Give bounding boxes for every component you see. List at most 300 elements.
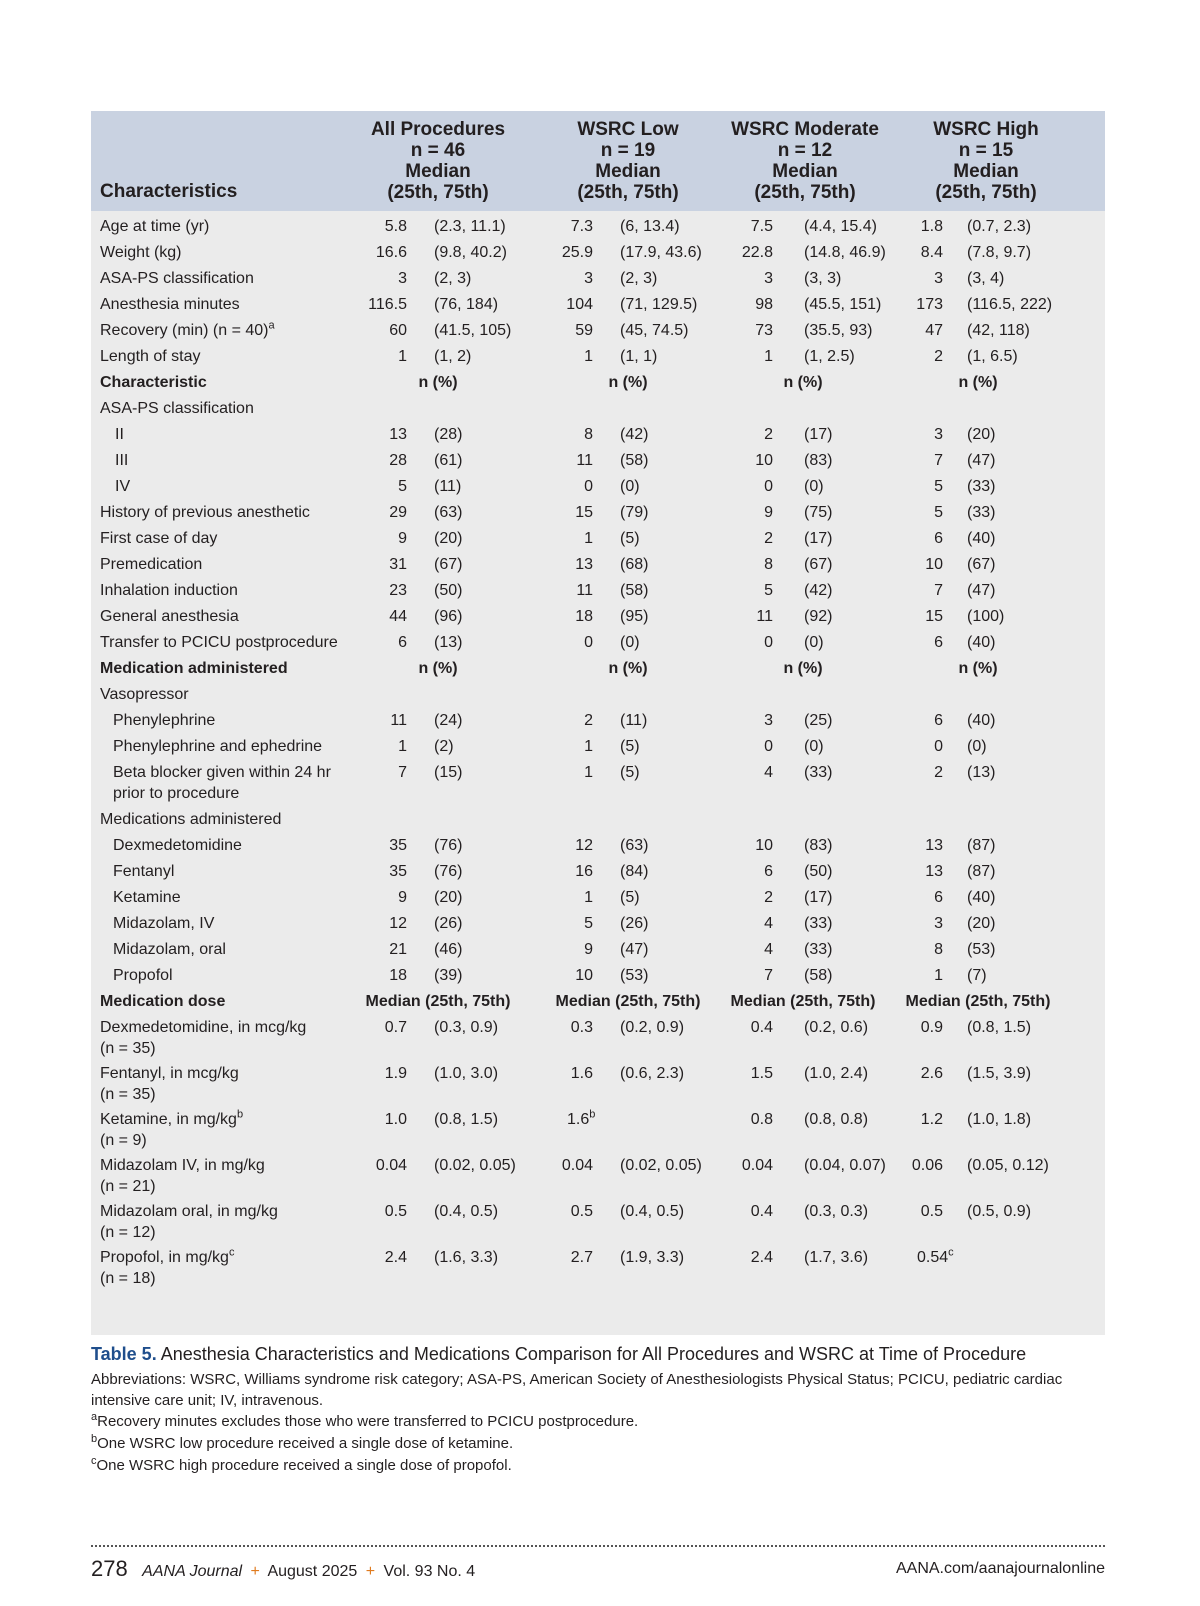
cell-range: (1.0, 1.8) xyxy=(967,1111,1032,1128)
cell-range: (0.02, 0.05) xyxy=(434,1157,516,1174)
cell-range: (100) xyxy=(967,608,1005,625)
cell-value: 15 xyxy=(925,608,943,625)
cell-value: 116.5 xyxy=(368,296,407,313)
cell-value: 13 xyxy=(925,837,943,854)
cell-range: (35.5, 93) xyxy=(804,322,873,339)
cell-value: 2.7 xyxy=(570,1249,593,1266)
cell-value: 5 xyxy=(398,478,407,495)
cell-range: (1.5, 3.9) xyxy=(967,1065,1032,1082)
cell-value: 3 xyxy=(934,915,943,932)
cell-range: (47) xyxy=(967,452,996,469)
cell-value: 3 xyxy=(764,270,773,287)
footer-separator-icon: + xyxy=(250,1563,260,1580)
cell-range: (13) xyxy=(967,764,996,781)
row-label-midazolam-iv: Midazolam, IV xyxy=(113,915,215,932)
cell-value: 104 xyxy=(566,296,593,313)
cell-range: (2.3, 11.1) xyxy=(434,218,506,235)
column-subheader: Median (25th, 75th) xyxy=(555,993,701,1010)
cell-value: 0 xyxy=(584,634,593,651)
cell-value: 0.04 xyxy=(741,1157,773,1174)
table-header xyxy=(91,111,1105,211)
table-row xyxy=(91,1150,1105,1196)
cell-range: (79) xyxy=(620,504,649,521)
page-number: 278 xyxy=(91,1556,128,1581)
table-row xyxy=(91,393,1105,419)
cell-value: 1 xyxy=(764,348,773,365)
cell-value: 3 xyxy=(764,712,773,729)
cell-range: (33) xyxy=(967,504,996,521)
cell-range: (1.9, 3.3) xyxy=(620,1249,685,1266)
cell-range: (68) xyxy=(620,556,649,573)
cell-value: 1 xyxy=(584,738,593,755)
cell-value: 4 xyxy=(764,941,773,958)
cell-value: 35 xyxy=(389,863,407,880)
cell-range: (1.0, 3.0) xyxy=(434,1065,499,1082)
cell-value: 3 xyxy=(934,270,943,287)
cell-range: (11) xyxy=(434,478,462,495)
column-subheader: n (%) xyxy=(783,374,823,391)
row-label-length-of-stay: Length of stay xyxy=(100,348,201,365)
cell-range: (0.8, 1.5) xyxy=(434,1111,499,1128)
cell-range: (5) xyxy=(620,738,640,755)
row-label-asa-ps-classification: ASA-PS classification xyxy=(100,400,254,417)
section-header-row xyxy=(91,367,1105,393)
row-label-phenylephrine-and-ephedrine: Phenylephrine and ephedrine xyxy=(113,738,323,755)
cell-range: (45.5, 151) xyxy=(804,296,882,313)
caption-text: Anesthesia Characteristics and Medications Comparison for All Procedures and WSRC at Time of Procedure xyxy=(160,1344,1027,1364)
cell-range: (75) xyxy=(804,504,833,521)
cell-range: (2) xyxy=(434,738,454,755)
cell-value: 60 xyxy=(389,322,407,339)
cell-range: (53) xyxy=(620,967,649,984)
table-row xyxy=(91,731,1105,757)
cell-range: (0.4, 0.5) xyxy=(620,1203,685,1220)
cell-value: 0.54$^c$ xyxy=(917,1246,954,1266)
cell-value: 12 xyxy=(389,915,407,932)
issue-date: August 2025 xyxy=(267,1563,358,1580)
cell-range: (7) xyxy=(967,967,987,984)
footnote-b: $^b$One WSRC low procedure received a single dose of ketamine. xyxy=(91,1433,514,1452)
table-row xyxy=(91,1058,1105,1104)
row-label-medications-administered: Medications administered xyxy=(100,811,282,828)
cell-value: 8 xyxy=(764,556,773,573)
cell-range: (42, 118) xyxy=(967,322,1030,339)
cell-range: (1, 1) xyxy=(620,348,658,365)
cell-range: (33) xyxy=(804,915,833,932)
table-row xyxy=(91,757,1105,804)
row-label-ii: II xyxy=(115,426,124,443)
header-col-wsrc-moderate: WSRC Moderate n = 12 Median (25th, 75th) xyxy=(731,119,879,203)
volume-issue: Vol. 93 No. 4 xyxy=(383,1563,476,1580)
cell-range: (0.02, 0.05) xyxy=(620,1157,702,1174)
cell-range: (87) xyxy=(967,863,996,880)
section-header-row xyxy=(91,986,1105,1012)
cell-value: 13 xyxy=(925,863,943,880)
cell-value: 9 xyxy=(398,889,407,906)
cell-value: 0.04 xyxy=(375,1157,407,1174)
cell-range: (0.05, 0.12) xyxy=(967,1157,1049,1174)
cell-value: 35 xyxy=(389,837,407,854)
cell-value: 0 xyxy=(764,478,773,495)
cell-value: 12 xyxy=(575,837,593,854)
cell-value: 2.4 xyxy=(384,1249,407,1266)
cell-range: (33) xyxy=(804,764,833,781)
cell-range: (20) xyxy=(967,426,996,443)
cell-value: 7 xyxy=(934,452,943,469)
cell-range: (58) xyxy=(620,582,649,599)
cell-range: (76) xyxy=(434,863,463,880)
cell-range: (67) xyxy=(967,556,996,573)
cell-value: 8.4 xyxy=(920,244,943,261)
cell-value: 2.4 xyxy=(750,1249,773,1266)
cell-range: (63) xyxy=(434,504,463,521)
cell-value: 11 xyxy=(576,452,593,469)
cell-value: 1.6$^b$ xyxy=(567,1108,596,1128)
cell-value: 3 xyxy=(934,426,943,443)
cell-value: 11 xyxy=(756,608,773,625)
row-label-fentanyl: Fentanyl xyxy=(113,863,175,880)
cell-value: 13 xyxy=(575,556,593,573)
cell-value: 73 xyxy=(755,322,773,339)
table-row xyxy=(91,856,1105,882)
cell-value: 6 xyxy=(398,634,407,651)
cell-value: 2 xyxy=(764,530,773,547)
cell-range: (58) xyxy=(804,967,833,984)
cell-range: (58) xyxy=(620,452,649,469)
cell-value: 10 xyxy=(755,452,773,469)
cell-value: 1 xyxy=(398,348,407,365)
cell-value: 1.8 xyxy=(920,218,943,235)
cell-range: (1, 2.5) xyxy=(804,348,855,365)
cell-value: 10 xyxy=(575,967,593,984)
cell-range: (76, 184) xyxy=(434,296,499,313)
row-label-characteristic: Characteristic xyxy=(100,374,207,391)
cell-value: 2 xyxy=(584,712,593,729)
table-row xyxy=(91,1012,1105,1058)
cell-value: 11 xyxy=(576,582,593,599)
cell-value: 31 xyxy=(389,556,407,573)
row-label-midazolam-oral: Midazolam, oral xyxy=(113,941,226,958)
cell-value: 21 xyxy=(389,941,407,958)
cell-value: 5 xyxy=(934,478,943,495)
footer-divider xyxy=(91,1545,1105,1547)
table-row xyxy=(91,445,1105,471)
cell-range: (63) xyxy=(620,837,649,854)
cell-value: 1.5 xyxy=(750,1065,773,1082)
cell-value: 18 xyxy=(389,967,407,984)
cell-value: 9 xyxy=(764,504,773,521)
cell-range: (0.8, 1.5) xyxy=(967,1019,1032,1036)
table-row xyxy=(91,523,1105,549)
abbreviations-note: Abbreviations: WSRC, Williams syndrome risk category; ASA-PS, American Society of Anesthesiologists Physical Status; PCICU, pediatric cardiac intensive care unit; IV, intravenous. xyxy=(91,1371,1063,1409)
table-row xyxy=(91,263,1105,289)
cell-range: (83) xyxy=(804,452,833,469)
cell-range: (0) xyxy=(967,738,987,755)
cell-range: (24) xyxy=(434,712,463,729)
table-row xyxy=(91,575,1105,601)
row-label-iv: IV xyxy=(115,478,131,495)
cell-range: (0.2, 0.9) xyxy=(620,1019,685,1036)
table-row xyxy=(91,237,1105,263)
table-row xyxy=(91,830,1105,856)
row-label-fentanyl-in-mcg-kg: Fentanyl, in mcg/kg (n = 35) xyxy=(100,1065,239,1103)
cell-range: (0.3, 0.3) xyxy=(804,1203,869,1220)
cell-range: (0) xyxy=(620,634,640,651)
row-label-weight-kg: Weight (kg) xyxy=(100,244,182,261)
cell-value: 1.0 xyxy=(384,1111,407,1128)
cell-range: (1.6, 3.3) xyxy=(434,1249,499,1266)
cell-value: 0 xyxy=(764,634,773,651)
cell-range: (0) xyxy=(804,478,824,495)
cell-range: (45, 74.5) xyxy=(620,322,689,339)
cell-value: 0.5 xyxy=(920,1203,943,1220)
cell-range: (5) xyxy=(620,764,640,781)
table-row xyxy=(91,497,1105,523)
table-row xyxy=(91,601,1105,627)
cell-value: 29 xyxy=(389,504,407,521)
column-subheader: Median (25th, 75th) xyxy=(730,993,876,1010)
row-label-anesthesia-minutes: Anesthesia minutes xyxy=(100,296,240,313)
cell-range: (1, 6.5) xyxy=(967,348,1018,365)
cell-range: (33) xyxy=(804,941,833,958)
cell-range: (50) xyxy=(804,863,833,880)
cell-value: 1 xyxy=(584,530,593,547)
header-col-wsrc-low: WSRC Low n = 19 Median (25th, 75th) xyxy=(577,119,679,203)
table-row xyxy=(91,419,1105,445)
row-label-beta-blocker-given-within-24-hr: Beta blocker given within 24 hr prior to procedure xyxy=(113,764,331,802)
cell-range: (0.3, 0.9) xyxy=(434,1019,499,1036)
cell-value: 5 xyxy=(584,915,593,932)
cell-range: (116.5, 222) xyxy=(967,296,1053,313)
cell-value: 15 xyxy=(575,504,593,521)
cell-range: (42) xyxy=(804,582,833,599)
cell-range: (9.8, 40.2) xyxy=(434,244,507,261)
cell-value: 0.3 xyxy=(570,1019,593,1036)
cell-range: (47) xyxy=(967,582,996,599)
table-row xyxy=(91,705,1105,731)
cell-range: (26) xyxy=(620,915,649,932)
cell-range: (53) xyxy=(967,941,996,958)
cell-range: (20) xyxy=(967,915,996,932)
cell-range: (47) xyxy=(620,941,649,958)
cell-range: (39) xyxy=(434,967,463,984)
cell-value: 0.5 xyxy=(384,1203,407,1220)
cell-range: (11) xyxy=(620,712,648,729)
cell-range: (17) xyxy=(804,426,833,443)
cell-value: 0.5 xyxy=(570,1203,593,1220)
cell-range: (0.5, 0.9) xyxy=(967,1203,1032,1220)
cell-value: 59 xyxy=(575,322,593,339)
cell-range: (46) xyxy=(434,941,463,958)
column-subheader: n (%) xyxy=(608,660,648,677)
cell-value: 1 xyxy=(934,967,943,984)
table-row xyxy=(91,679,1105,705)
cell-range: (4.4, 15.4) xyxy=(804,218,877,235)
table-row xyxy=(91,1242,1105,1288)
cell-range: (0.04, 0.07) xyxy=(804,1157,886,1174)
cell-value: 47 xyxy=(925,322,943,339)
cell-value: 7.5 xyxy=(750,218,773,235)
table-row xyxy=(91,315,1105,341)
column-subheader: n (%) xyxy=(418,374,458,391)
cell-range: (0.2, 0.6) xyxy=(804,1019,869,1036)
cell-value: 3 xyxy=(398,270,407,287)
row-label-midazolam-iv-in-mg-kg: Midazolam IV, in mg/kg (n = 21) xyxy=(100,1157,265,1195)
cell-value: 0.4 xyxy=(750,1203,773,1220)
cell-range: (2, 3) xyxy=(434,270,472,287)
cell-range: (42) xyxy=(620,426,649,443)
cell-range: (71, 129.5) xyxy=(620,296,698,313)
cell-range: (20) xyxy=(434,889,463,906)
cell-range: (26) xyxy=(434,915,463,932)
column-subheader: n (%) xyxy=(958,374,998,391)
cell-range: (0.8, 0.8) xyxy=(804,1111,869,1128)
cell-value: 1 xyxy=(584,348,593,365)
header-col-all-procedures: All Procedures n = 46 Median (25th, 75th) xyxy=(370,119,506,203)
cell-range: (13) xyxy=(434,634,463,651)
cell-value: 0.4 xyxy=(750,1019,773,1036)
cell-range: (50) xyxy=(434,582,463,599)
table-row xyxy=(91,804,1105,830)
cell-value: 22.8 xyxy=(741,244,773,261)
cell-value: 5.8 xyxy=(384,218,407,235)
cell-value: 173 xyxy=(916,296,943,313)
cell-value: 0.04 xyxy=(561,1157,593,1174)
column-subheader: Median (25th, 75th) xyxy=(365,993,511,1010)
cell-range: (87) xyxy=(967,837,996,854)
row-label-history-of-previous-anesthetic: History of previous anesthetic xyxy=(100,504,310,521)
column-subheader: n (%) xyxy=(783,660,823,677)
cell-value: 16 xyxy=(575,863,593,880)
cell-range: (0) xyxy=(804,634,824,651)
cell-range: (3, 3) xyxy=(804,270,842,287)
cell-value: 0 xyxy=(584,478,593,495)
cell-range: (92) xyxy=(804,608,833,625)
cell-value: 1 xyxy=(584,764,593,781)
cell-value: 18 xyxy=(575,608,593,625)
row-label-phenylephrine: Phenylephrine xyxy=(113,712,216,729)
cell-range: (84) xyxy=(620,863,649,880)
cell-range: (0.7, 2.3) xyxy=(967,218,1032,235)
row-label-vasopressor: Vasopressor xyxy=(100,686,189,703)
cell-value: 2.6 xyxy=(920,1065,943,1082)
column-subheader: n (%) xyxy=(608,374,648,391)
cell-range: (6, 13.4) xyxy=(620,218,680,235)
cell-value: 1.2 xyxy=(920,1111,943,1128)
row-label-asa-ps-classification: ASA-PS classification xyxy=(100,270,254,287)
footnote-a: $^a$Recovery minutes excludes those who were transferred to PCICU postprocedure. xyxy=(91,1411,639,1430)
cell-range: (76) xyxy=(434,837,463,854)
cell-value: 4 xyxy=(764,764,773,781)
journal-name: AANA Journal xyxy=(142,1563,243,1580)
cell-value: 0.7 xyxy=(384,1019,407,1036)
cell-value: 28 xyxy=(389,452,407,469)
cell-range: (0.4, 0.5) xyxy=(434,1203,499,1220)
cell-range: (14.8, 46.9) xyxy=(804,244,886,261)
cell-value: 25.9 xyxy=(561,244,593,261)
header-characteristics: Characteristics xyxy=(100,181,238,202)
cell-range: (5) xyxy=(620,530,640,547)
cell-value: 6 xyxy=(934,530,943,547)
cell-value: 13 xyxy=(389,426,407,443)
table-row xyxy=(91,934,1105,960)
row-label-general-anesthesia: General anesthesia xyxy=(100,608,239,625)
table-row xyxy=(91,341,1105,367)
footnote-c: $^c$One WSRC high procedure received a single dose of propofol. xyxy=(91,1455,512,1474)
journal-website-link[interactable]: AANA.com/aanajournalonline xyxy=(895,1560,1105,1577)
cell-value: 2 xyxy=(764,889,773,906)
cell-range: (1.7, 3.6) xyxy=(804,1249,869,1266)
caption-label: Table 5. xyxy=(91,1344,157,1364)
header-col-wsrc-high: WSRC High n = 15 Median (25th, 75th) xyxy=(933,119,1039,203)
cell-range: (40) xyxy=(967,889,996,906)
table-caption xyxy=(91,1343,1111,1365)
cell-value: 9 xyxy=(398,530,407,547)
cell-value: 16.6 xyxy=(375,244,407,261)
cell-value: 9 xyxy=(584,941,593,958)
table-row xyxy=(91,627,1105,653)
footer-separator-icon: + xyxy=(365,1563,376,1580)
row-label-propofol: Propofol xyxy=(113,967,173,984)
cell-value: 2 xyxy=(764,426,773,443)
cell-value: 1.9 xyxy=(384,1065,407,1082)
cell-value: 10 xyxy=(925,556,943,573)
table-row xyxy=(91,960,1105,986)
cell-value: 1.6 xyxy=(570,1065,593,1082)
table-row xyxy=(91,289,1105,315)
row-label-iii: III xyxy=(115,452,129,469)
table-row xyxy=(91,1196,1105,1242)
cell-range: (40) xyxy=(967,712,996,729)
row-label-first-case-of-day: First case of day xyxy=(100,530,218,547)
cell-range: (61) xyxy=(434,452,463,469)
cell-range: (15) xyxy=(434,764,463,781)
section-header-row xyxy=(91,653,1105,679)
row-label-medication-administered: Medication administered xyxy=(100,660,288,677)
cell-value: 7.3 xyxy=(570,218,593,235)
column-subheader: Median (25th, 75th) xyxy=(905,993,1051,1010)
cell-range: (7.8, 9.7) xyxy=(967,244,1032,261)
row-label-recovery-min-n-40: Recovery (min) (n = 40)$^a$ xyxy=(100,319,275,339)
cell-range: (17) xyxy=(804,889,833,906)
cell-range: (33) xyxy=(967,478,996,495)
cell-value: 4 xyxy=(764,915,773,932)
cell-value: 8 xyxy=(584,426,593,443)
footer-citation xyxy=(91,1556,475,1582)
cell-value: 44 xyxy=(389,608,407,625)
cell-range: (5) xyxy=(620,889,640,906)
column-subheader: n (%) xyxy=(958,660,998,677)
row-label-transfer-to-pcicu-postprocedure: Transfer to PCICU postprocedure xyxy=(100,634,338,651)
cell-range: (41.5, 105) xyxy=(434,322,512,339)
cell-range: (67) xyxy=(804,556,833,573)
cell-value: 2 xyxy=(934,764,943,781)
cell-range: (96) xyxy=(434,608,463,625)
cell-value: 1 xyxy=(584,889,593,906)
row-label-ketamine: Ketamine xyxy=(113,889,181,906)
cell-range: (17.9, 43.6) xyxy=(620,244,702,261)
row-label-age-at-time-yr: Age at time (yr) xyxy=(100,218,210,235)
cell-value: 10 xyxy=(755,837,773,854)
cell-range: (3, 4) xyxy=(967,270,1005,287)
cell-range: (40) xyxy=(967,634,996,651)
cell-value: 0.9 xyxy=(920,1019,943,1036)
cell-value: 7 xyxy=(398,764,407,781)
cell-value: 6 xyxy=(934,889,943,906)
cell-value: 0.06 xyxy=(911,1157,943,1174)
table-row xyxy=(91,908,1105,934)
row-label-propofol-in-mg-kg: Propofol, in $mg/kg^c$ (n = 18) xyxy=(100,1246,235,1287)
